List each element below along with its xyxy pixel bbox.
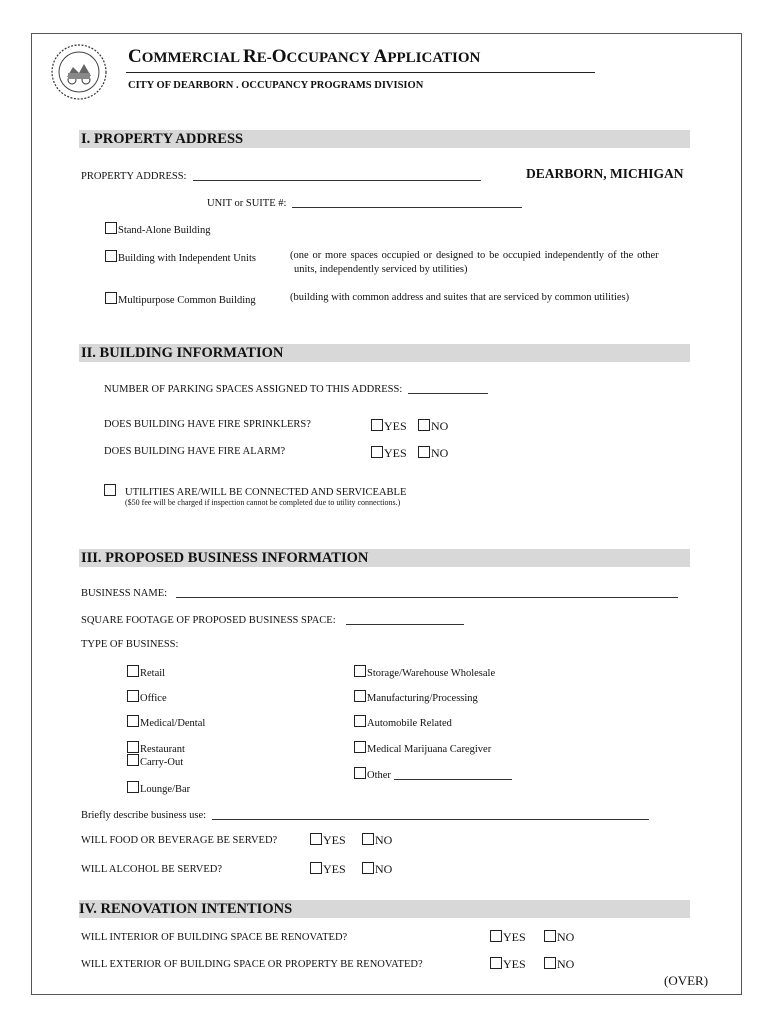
type-retail[interactable]: [127, 665, 165, 679]
food-no[interactable]: [362, 833, 392, 848]
question-label: WILL EXTERIOR OF BUILDING SPACE OR PROPERTY BE RENOVATED?: [81, 959, 423, 970]
parking-field[interactable]: [104, 382, 488, 395]
utilities-note: ($50 fee will be charged if inspection cannot be completed due to utility connections.): [125, 498, 401, 507]
describe-business-field[interactable]: [81, 808, 649, 821]
option-description: (building with common address and suites that are serviced by common utilities): [290, 292, 630, 303]
no-label: NO: [557, 957, 575, 971]
checkbox[interactable]: [127, 754, 139, 766]
checkbox[interactable]: [362, 862, 374, 874]
checkbox[interactable]: [127, 665, 139, 677]
interior-yes[interactable]: [490, 930, 526, 945]
type-office[interactable]: [127, 690, 167, 704]
question-label: WILL ALCOHOL BE SERVED?: [81, 864, 222, 875]
no-label: NO: [375, 862, 393, 876]
title-part: OMMERCIAL: [141, 50, 243, 66]
checkbox[interactable]: [127, 741, 139, 753]
checkbox[interactable]: [354, 715, 366, 727]
option-label: Restaurant: [140, 744, 185, 755]
title-part: E-: [256, 50, 272, 66]
section-heading: IV. RENOVATION INTENTIONS: [79, 901, 293, 917]
question-label: DOES BUILDING HAVE FIRE SPRINKLERS?: [104, 419, 311, 430]
standalone-option[interactable]: [105, 222, 210, 236]
option-label: Storage/Warehouse Wholesale: [367, 668, 496, 679]
field-label: SQUARE FOOTAGE OF PROPOSED BUSINESS SPACE:: [81, 615, 336, 626]
section-heading: III. PROPOSED BUSINESS INFORMATION: [81, 550, 369, 566]
option-label: Retail: [140, 668, 166, 679]
option-label: Medical/Dental: [140, 718, 206, 729]
option-label: UTILITIES ARE/WILL BE CONNECTED AND SERVICEABLE: [125, 487, 407, 498]
checkbox[interactable]: [105, 250, 117, 262]
option-label: Stand-Alone Building: [118, 225, 211, 236]
option-description: (one or more spaces occupied or designed to be occupied independently of the other: [290, 250, 659, 261]
utilities-option[interactable]: [104, 484, 406, 498]
option-label: Medical Marijuana Caregiver: [367, 744, 492, 755]
title-cap: A: [373, 46, 388, 67]
sprinklers-yes[interactable]: [371, 419, 407, 434]
alarm-no[interactable]: [418, 446, 448, 461]
section-heading: II. BUILDING INFORMATION: [81, 345, 284, 361]
checkbox[interactable]: [104, 484, 116, 496]
city-seal-icon: [50, 43, 108, 101]
type-storage-warehouse[interactable]: [354, 665, 495, 679]
title-part: PPLICATION: [387, 50, 481, 66]
yes-label: YES: [503, 957, 526, 971]
other-input[interactable]: [394, 768, 512, 780]
type-automobile[interactable]: [354, 715, 452, 729]
checkbox[interactable]: [105, 292, 117, 304]
square-footage-input[interactable]: [346, 613, 464, 625]
city-label: DEARBORN, MICHIGAN: [526, 166, 684, 181]
over-label: (OVER): [664, 973, 709, 988]
sprinklers-no[interactable]: [418, 419, 448, 434]
type-manufacturing[interactable]: [354, 690, 478, 704]
type-other[interactable]: [354, 767, 512, 781]
describe-business-input[interactable]: [212, 808, 649, 820]
option-label: Building with Independent Units: [118, 253, 256, 264]
option-label: Office: [140, 693, 167, 704]
independent-units-option[interactable]: [105, 250, 256, 264]
page-subtitle: CITY OF DEARBORN . OCCUPANCY PROGRAMS DIVISION: [128, 80, 424, 91]
unit-suite-input[interactable]: [292, 196, 522, 208]
title-cap: R: [242, 46, 257, 67]
checkbox[interactable]: [490, 930, 502, 942]
square-footage-field[interactable]: [81, 613, 464, 626]
multipurpose-option[interactable]: [105, 292, 256, 306]
checkbox[interactable]: [354, 665, 366, 677]
checkbox[interactable]: [127, 715, 139, 727]
option-description: units, independently serviced by utilities): [294, 264, 468, 275]
property-address-input[interactable]: [193, 169, 481, 181]
parking-input[interactable]: [408, 382, 488, 394]
title-cap: C: [128, 46, 142, 67]
checkbox[interactable]: [105, 222, 117, 234]
alarm-yes[interactable]: [371, 446, 407, 461]
alcohol-no[interactable]: [362, 862, 392, 877]
option-label: Other: [367, 770, 391, 781]
checkbox[interactable]: [127, 781, 139, 793]
field-label: UNIT or SUITE #:: [207, 198, 287, 209]
type-lounge-bar[interactable]: [127, 781, 190, 795]
unit-suite-field[interactable]: [207, 196, 522, 209]
page-title: [128, 47, 480, 66]
business-name-input[interactable]: [176, 586, 678, 598]
exterior-yes[interactable]: [490, 957, 526, 972]
checkbox[interactable]: [362, 833, 374, 845]
yes-label: YES: [323, 833, 346, 847]
type-restaurant[interactable]: [127, 741, 185, 755]
option-label: Carry-Out: [140, 757, 184, 768]
business-name-field[interactable]: [81, 586, 678, 599]
no-label: NO: [431, 446, 449, 460]
yes-label: YES: [503, 930, 526, 944]
checkbox[interactable]: [310, 862, 322, 874]
type-carry-out[interactable]: [127, 754, 183, 768]
option-label: Lounge/Bar: [140, 784, 191, 795]
type-medical-dental[interactable]: [127, 715, 205, 729]
field-label: NUMBER OF PARKING SPACES ASSIGNED TO THIS ADDRESS:: [104, 384, 403, 395]
field-label: Briefly describe business use:: [81, 810, 207, 821]
question-label: WILL FOOD OR BEVERAGE BE SERVED?: [81, 835, 278, 846]
no-label: NO: [375, 833, 393, 847]
checkbox[interactable]: [544, 930, 556, 942]
checkbox[interactable]: [371, 446, 383, 458]
type-marijuana-caregiver[interactable]: [354, 741, 491, 755]
section-heading: I. PROPERTY ADDRESS: [81, 131, 244, 147]
yes-label: YES: [323, 862, 346, 876]
title-cap: O: [271, 46, 287, 67]
exterior-no[interactable]: [544, 957, 574, 972]
checkbox[interactable]: [354, 690, 366, 702]
option-label: Multipurpose Common Building: [118, 295, 256, 306]
field-label: BUSINESS NAME:: [81, 588, 168, 599]
checkbox[interactable]: [127, 690, 139, 702]
option-label: Manufacturing/Processing: [367, 693, 478, 704]
no-label: NO: [431, 419, 449, 433]
field-label: PROPERTY ADDRESS:: [81, 171, 187, 182]
title-part: CCUPANCY: [286, 50, 374, 66]
type-of-business-label: TYPE OF BUSINESS:: [81, 639, 179, 650]
checkbox[interactable]: [490, 957, 502, 969]
checkbox[interactable]: [418, 419, 430, 431]
question-label: DOES BUILDING HAVE FIRE ALARM?: [104, 446, 286, 457]
property-address-field[interactable]: [81, 169, 481, 182]
checkbox[interactable]: [371, 419, 383, 431]
alcohol-yes[interactable]: [310, 862, 346, 877]
checkbox[interactable]: [418, 446, 430, 458]
food-yes[interactable]: [310, 833, 346, 848]
checkbox[interactable]: [310, 833, 322, 845]
checkbox[interactable]: [354, 767, 366, 779]
question-label: WILL INTERIOR OF BUILDING SPACE BE RENOVATED?: [81, 932, 348, 943]
option-label: Automobile Related: [367, 718, 452, 729]
yes-label: YES: [384, 419, 407, 433]
title-rule: [126, 72, 595, 73]
yes-label: YES: [384, 446, 407, 460]
interior-no[interactable]: [544, 930, 574, 945]
checkbox[interactable]: [354, 741, 366, 753]
no-label: NO: [557, 930, 575, 944]
checkbox[interactable]: [544, 957, 556, 969]
